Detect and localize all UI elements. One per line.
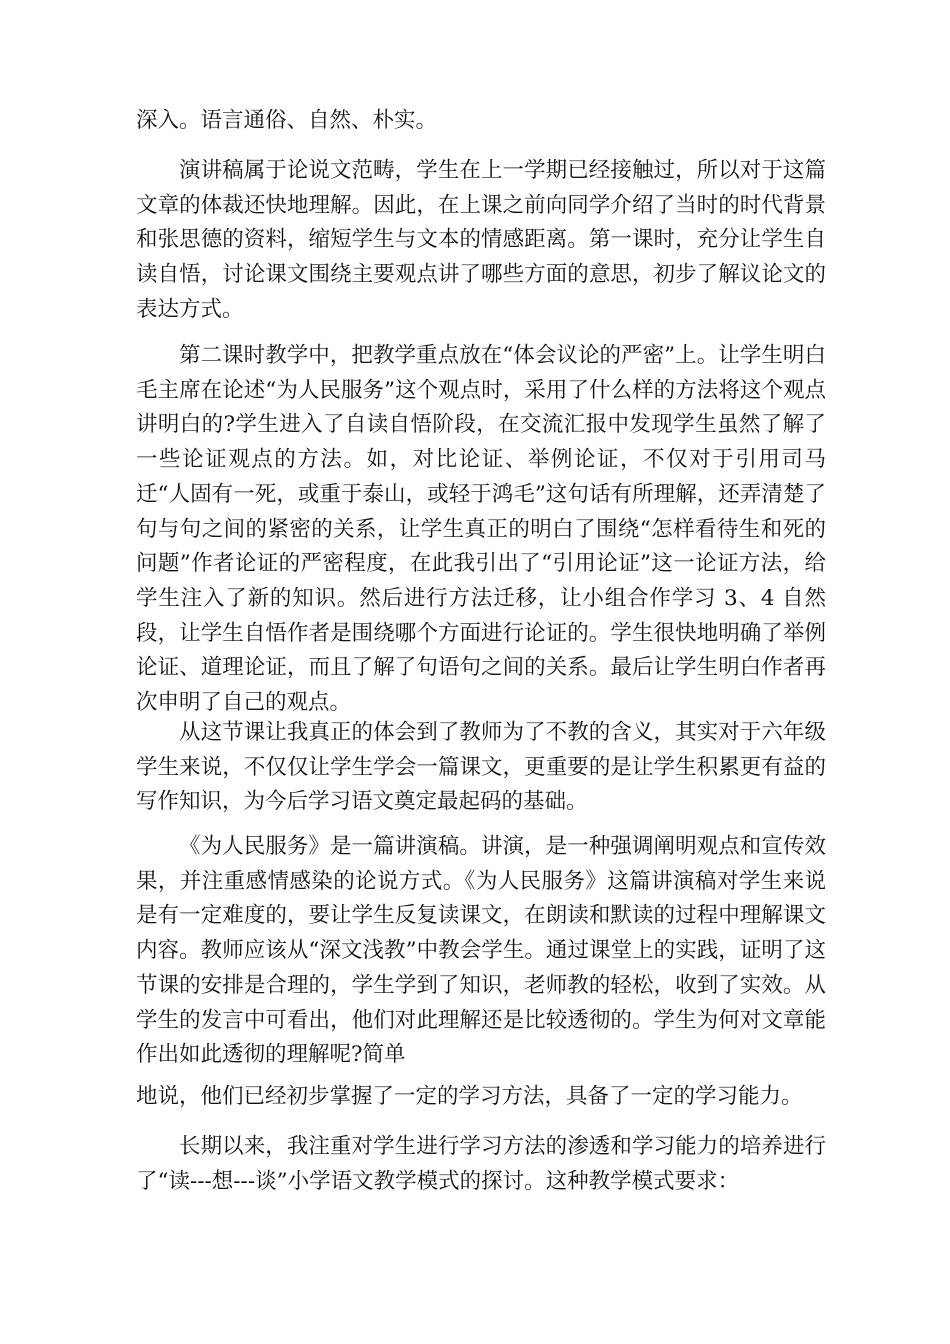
paragraph-7: 长期以来，我注重对学生进行学习方法的渗透和学习能力的培养进行了“读---想---谈”小学语文教学模式的探讨。这种教学模式要求： [136,1134,826,1194]
paragraph-6: 地说，他们已经初步掌握了一定的学习方法，具备了一定的学习能力。 [136,1084,803,1109]
paragraph-1: 深入。语言通俗、自然、朴实。 [136,108,438,133]
paragraph-4: 从这节课让我真正的体会到了教师为了不教的含义，其实对于六年级学生来说，不仅仅让学生学会一篇课文，更重要的是让学生积累更有益的写作知识，为今后学习语文奠定最起码的基础。 [136,720,826,815]
paragraph-2: 演讲稿属于论说文范畴，学生在上一学期已经接触过，所以对于这篇文章的体裁还快地理解。因此，在上课之前向同学介绍了当时的时代背景和张思德的资料，缩短学生与文本的情感距离。第一课时，充分让学生自读自悟，讨论课文围绕主要观点讲了哪些方面的意思，初步了解议论文的表达方式。 [136,158,826,322]
paragraph-5: 《为人民服务》是一篇讲演稿。讲演，是一种强调阐明观点和宣传效果，并注重感情感染的论说方式。《为人民服务》这篇讲演稿对学生来说是有一定难度的，要让学生反复读课文，在朗读和默读的过程中理解课文内容。教师应该从“深文浅教”中教会学生。通过课堂上的实践，证明了这节课的安排是合理的，学生学到了知识，老师教的轻松，收到了实效。从学生的发言中可看出，他们对此理解还是比较透彻的。学生为何对文章能作出如此透彻的理解呢?简单 [136,834,826,1068]
paragraph-3: 第二课时教学中，把教学重点放在“体会议论的严密”上。让学生明白毛主席在论述“为人民服务”这个观点时，采用了什么样的方法将这个观点讲明白的?学生进入了自读自悟阶段，在交流汇报中发现学生虽然了解了一些论证观点的方法。如，对比论证、举例论证，不仅对于引用司马迁“人固有一死，或重于泰山，或轻于鸿毛”这句话有所理解，还弄清楚了句与句之间的紧密的关系，让学生真正的明白了围绕“怎样看待生和死的问题”作者论证的严密程度，在此我引出了“引用论证”这一论证方法，给学生注入了新的知识。然后进行方法迁移，让小组合作学习 3、4 自然段，让学生自悟作者是围绕哪个方面进行论证的。学生很快地明确了举例论证、道理论证，而且了解了句语句之间的关系。最后让学生明白作者再次申明了自己的观点。 [136,343,826,716]
